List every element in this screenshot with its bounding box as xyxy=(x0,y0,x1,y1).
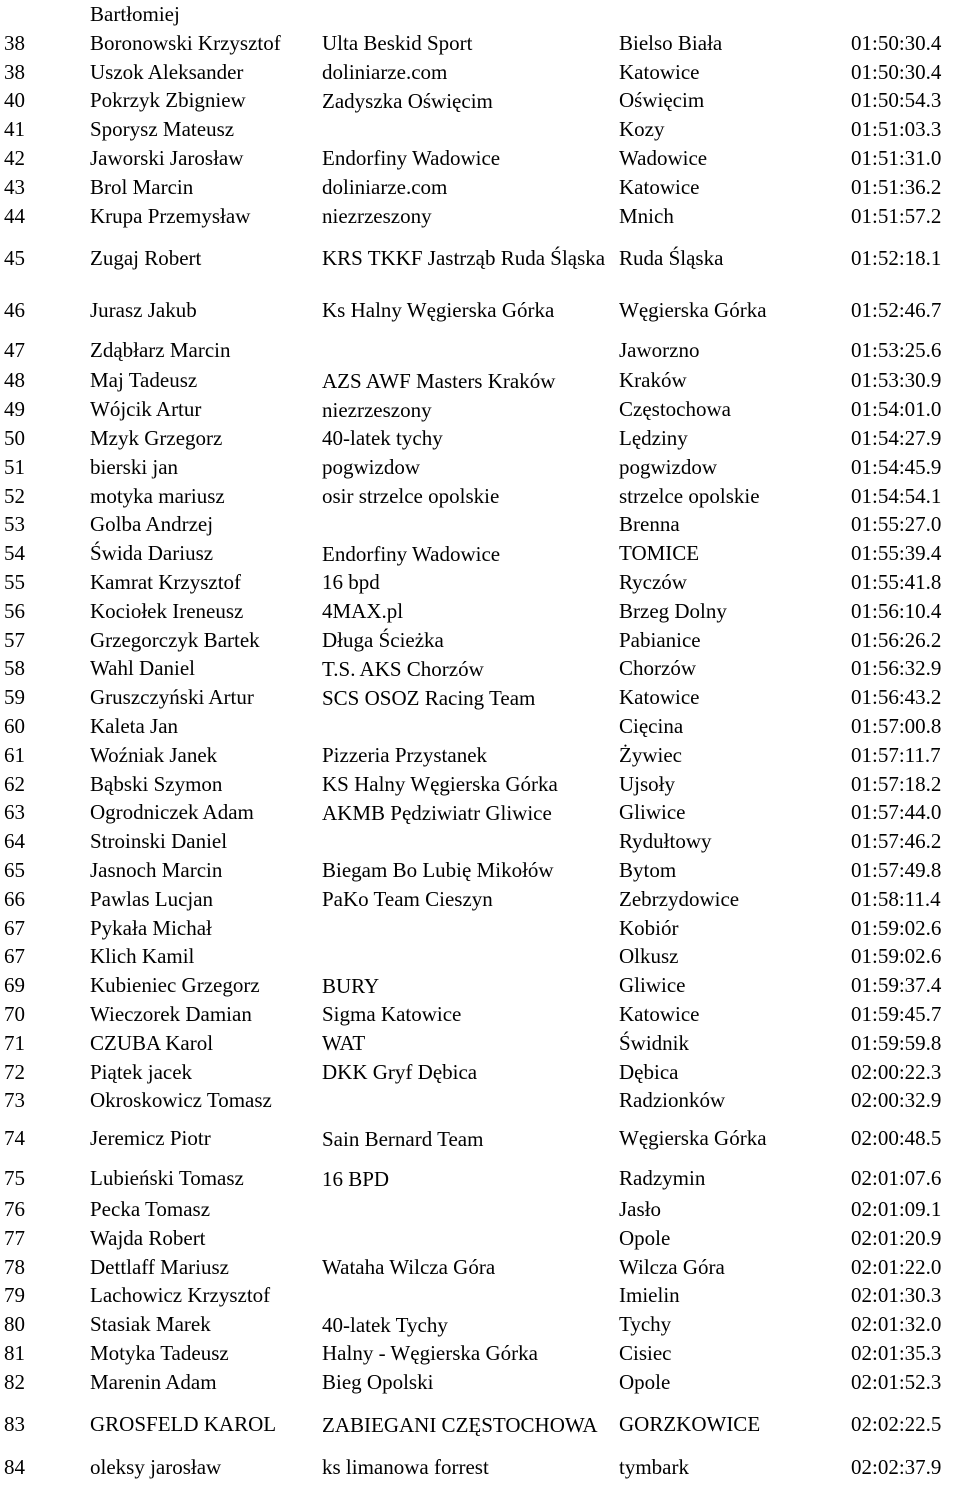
name-cell: Okroskowicz Tomasz xyxy=(90,1088,272,1113)
table-row xyxy=(0,1115,960,1155)
city-cell: Tychy xyxy=(619,1312,672,1337)
name-cell: Zugaj Robert xyxy=(90,245,202,270)
name-cell: Lachowicz Krzysztof xyxy=(90,1283,271,1308)
time-cell: 01:55:27.0 xyxy=(851,512,942,537)
table-row xyxy=(0,568,960,597)
name-cell: Ogrodniczek Adam xyxy=(90,800,254,825)
place-cell: 59 xyxy=(4,685,25,710)
table-row xyxy=(0,770,960,799)
place-cell: 83 xyxy=(4,1412,25,1437)
table-row xyxy=(0,712,960,741)
table-row xyxy=(0,741,960,770)
name-cell: Brol Marcin xyxy=(90,174,194,199)
name-cell: Stasiak Marek xyxy=(90,1312,211,1337)
club-cell xyxy=(322,1281,614,1310)
city-cell: Kobiór xyxy=(619,915,679,940)
city-cell: Żywiec xyxy=(619,742,682,767)
time-cell: 01:59:45.7 xyxy=(851,1001,942,1026)
club-cell: Endorfiny Wadowice xyxy=(322,146,501,171)
club-cell: niezrzeszony xyxy=(322,397,432,422)
time-cell: 01:52:46.7 xyxy=(851,297,942,322)
club-cell: T.S. AKS Chorzów xyxy=(322,656,484,681)
table-row xyxy=(0,453,960,482)
place-cell: 44 xyxy=(4,203,25,228)
place-cell: 43 xyxy=(4,174,25,199)
city-cell: Katowice xyxy=(619,1001,700,1026)
table-row xyxy=(0,202,960,231)
time-cell: 02:01:30.3 xyxy=(851,1283,942,1308)
place-cell: 65 xyxy=(4,857,25,882)
name-cell: Krupa Przemysław xyxy=(90,203,251,228)
time-cell: 01:53:25.6 xyxy=(851,337,942,362)
name-cell: Wieczorek Damian xyxy=(90,1001,252,1026)
club-cell: AKMB Pędziwiatr Gliwice xyxy=(322,800,552,825)
club-cell: doliniarze.com xyxy=(322,59,448,84)
place-cell: 57 xyxy=(4,627,25,652)
place-cell: 75 xyxy=(4,1166,25,1191)
time-cell: 02:00:32.9 xyxy=(851,1088,942,1113)
city-cell: Wadowice xyxy=(619,145,708,170)
time-cell: 01:56:26.2 xyxy=(851,627,942,652)
table-row xyxy=(0,1453,960,1482)
name-cell: Grzegorczyk Bartek xyxy=(90,627,260,652)
club-cell: 16 bpd xyxy=(322,570,380,595)
club-cell: Biegam Bo Lubię Mikołów xyxy=(322,858,554,883)
name-cell: Uszok Aleksander xyxy=(90,59,244,84)
time-cell: 02:01:35.3 xyxy=(851,1341,942,1366)
time-cell: 02:01:07.6 xyxy=(851,1166,942,1191)
club-cell: niezrzeszony xyxy=(322,203,432,228)
time-cell: 01:56:43.2 xyxy=(851,685,942,710)
table-row xyxy=(0,971,960,1000)
place-cell: 79 xyxy=(4,1283,25,1308)
time-cell: 01:56:10.4 xyxy=(851,598,942,623)
city-cell: Chorzów xyxy=(619,656,696,681)
club-cell xyxy=(322,510,614,539)
time-cell: 01:57:00.8 xyxy=(851,713,942,738)
club-cell xyxy=(322,942,614,971)
city-cell: Ujsoły xyxy=(619,771,676,796)
table-row xyxy=(0,942,960,971)
city-cell: Lędziny xyxy=(619,425,688,450)
time-cell: 01:50:30.4 xyxy=(851,30,942,55)
place-cell: 77 xyxy=(4,1225,25,1250)
club-cell xyxy=(322,1195,614,1224)
city-cell: Katowice xyxy=(619,685,700,710)
club-cell xyxy=(322,712,614,741)
city-cell: Opole xyxy=(619,1369,671,1394)
time-cell: 01:52:18.1 xyxy=(851,245,942,270)
city-cell: Katowice xyxy=(619,59,700,84)
place-cell: 71 xyxy=(4,1030,25,1055)
time-cell: 01:54:27.9 xyxy=(851,425,942,450)
table-row xyxy=(0,230,960,286)
city-cell: Oświęcim xyxy=(619,88,705,113)
place-cell: 53 xyxy=(4,512,25,537)
place-cell: 45 xyxy=(4,245,25,270)
place-cell: 63 xyxy=(4,800,25,825)
time-cell: 01:59:37.4 xyxy=(851,973,942,998)
place-cell: 66 xyxy=(4,886,25,911)
table-row xyxy=(0,798,960,827)
place-cell: 72 xyxy=(4,1059,25,1084)
table-row xyxy=(0,1195,960,1224)
name-cell: Bąbski Szymon xyxy=(90,771,223,796)
club-cell xyxy=(322,1086,614,1115)
place-cell: 67 xyxy=(4,944,25,969)
city-cell: Bielso Biała xyxy=(619,30,723,55)
club-cell: osir strzelce opolskie xyxy=(322,483,500,508)
place-cell: 55 xyxy=(4,569,25,594)
time-cell: 01:55:41.8 xyxy=(851,569,942,594)
place-cell: 56 xyxy=(4,598,25,623)
time-cell: 01:51:31.0 xyxy=(851,145,942,170)
time-cell: 02:01:32.0 xyxy=(851,1312,942,1337)
club-cell: PaKo Team Cieszyn xyxy=(322,887,493,912)
table-row xyxy=(0,115,960,144)
club-cell xyxy=(322,115,614,144)
table-row xyxy=(0,86,960,115)
place-cell: 67 xyxy=(4,915,25,940)
name-cell: Piątek jacek xyxy=(90,1059,193,1084)
name-cell: Sporysz Mateusz xyxy=(90,117,235,142)
table-row xyxy=(0,286,960,326)
place-cell: 41 xyxy=(4,117,25,142)
time-cell: 01:54:54.1 xyxy=(851,483,942,508)
city-cell: Katowice xyxy=(619,174,700,199)
club-cell: Ks Halny Węgierska Górka xyxy=(322,298,555,323)
city-cell: Dębica xyxy=(619,1059,679,1084)
place-cell: 38 xyxy=(4,59,25,84)
city-cell: Ruda Śląska xyxy=(619,245,724,270)
time-cell: 01:50:30.4 xyxy=(851,59,942,84)
place-cell: 84 xyxy=(4,1454,25,1479)
city-cell: Mnich xyxy=(619,203,674,228)
city-cell: Opole xyxy=(619,1225,671,1250)
club-cell: SCS OSOZ Racing Team xyxy=(322,685,536,710)
city-cell: pogwizdow xyxy=(619,454,717,479)
city-cell: TOMICE xyxy=(619,541,700,566)
city-cell: Świdnik xyxy=(619,1030,690,1055)
table-row xyxy=(0,510,960,539)
name-cell: Maj Tadeusz xyxy=(90,368,198,393)
name-cell: Jurasz Jakub xyxy=(90,297,197,322)
table-row xyxy=(0,1224,960,1253)
table-row xyxy=(0,856,960,885)
name-cell: Boronowski Krzysztof xyxy=(90,30,281,55)
name-cell: Pykała Michał xyxy=(90,915,212,940)
place-cell: 76 xyxy=(4,1197,25,1222)
place-cell: 70 xyxy=(4,1001,25,1026)
time-cell: 01:54:45.9 xyxy=(851,454,942,479)
table-row xyxy=(0,173,960,202)
name-cell: Stroinski Daniel xyxy=(90,829,228,854)
name-cell: Gruszczyński Artur xyxy=(90,685,254,710)
place-cell: 51 xyxy=(4,454,25,479)
table-row xyxy=(0,482,960,511)
name-cell: Świda Dariusz xyxy=(90,541,214,566)
time-cell: 01:59:02.6 xyxy=(851,944,942,969)
name-cell: Woźniak Janek xyxy=(90,742,218,767)
time-cell: 02:02:22.5 xyxy=(851,1412,942,1437)
city-cell: Gliwice xyxy=(619,973,686,998)
place-cell: 52 xyxy=(4,483,25,508)
club-cell: 40-latek tychy xyxy=(322,426,443,451)
city-cell: Kraków xyxy=(619,368,687,393)
club-cell: ks limanowa forrest xyxy=(322,1455,489,1480)
city-cell: tymbark xyxy=(619,1454,689,1479)
city-cell: Cięcina xyxy=(619,713,684,738)
club-cell: Długa Ścieżka xyxy=(322,627,444,652)
table-row xyxy=(0,539,960,568)
table-row xyxy=(0,597,960,626)
time-cell: 01:53:30.9 xyxy=(851,368,942,393)
name-cell: Kamrat Krzysztof xyxy=(90,569,242,594)
table-row xyxy=(0,654,960,683)
club-cell: Endorfiny Wadowice xyxy=(322,541,501,566)
time-cell: 02:01:20.9 xyxy=(851,1225,942,1250)
place-cell: 54 xyxy=(4,541,25,566)
place-cell: 82 xyxy=(4,1369,25,1394)
city-cell: Gliwice xyxy=(619,800,686,825)
table-row xyxy=(0,683,960,712)
time-cell: 01:57:46.2 xyxy=(851,829,942,854)
city-cell: Cisiec xyxy=(619,1341,672,1366)
name-cell: Pokrzyk Zbigniew xyxy=(90,88,246,113)
time-cell: 01:58:11.4 xyxy=(851,886,941,911)
city-cell: Olkusz xyxy=(619,944,679,969)
name-cell: Dettlaff Mariusz xyxy=(90,1254,229,1279)
table-row xyxy=(0,366,960,395)
club-cell xyxy=(322,827,614,856)
club-cell: ZABIEGANI CZĘSTOCHOWA xyxy=(322,1412,598,1437)
time-cell: 01:50:54.3 xyxy=(851,88,942,113)
place-cell: 47 xyxy=(4,337,25,362)
table-row xyxy=(0,424,960,453)
club-cell: DKK Gryf Dębica xyxy=(322,1059,478,1084)
city-cell: Rydułtowy xyxy=(619,829,712,854)
club-cell: pogwizdow xyxy=(322,455,420,480)
table-row xyxy=(0,914,960,943)
place-cell: 73 xyxy=(4,1088,25,1113)
place-cell: 78 xyxy=(4,1254,25,1279)
city-cell: Jasło xyxy=(619,1197,661,1222)
city-cell: Bytom xyxy=(619,857,677,882)
place-cell: 62 xyxy=(4,771,25,796)
club-cell: Pizzeria Przystanek xyxy=(322,743,488,768)
name-cell: Kociołek Ireneusz xyxy=(90,598,244,623)
table-row xyxy=(0,1029,960,1058)
table-row xyxy=(0,885,960,914)
club-cell: Zadyszka Oświęcim xyxy=(322,88,493,113)
name-cell: GROSFELD KAROL xyxy=(90,1412,277,1437)
club-cell: 40-latek Tychy xyxy=(322,1312,448,1337)
name-cell: Wahl Daniel xyxy=(90,656,196,681)
table-row xyxy=(0,1281,960,1310)
place-cell: 81 xyxy=(4,1341,25,1366)
city-cell: Wilcza Góra xyxy=(619,1254,725,1279)
club-cell: BURY xyxy=(322,973,380,998)
name-cell: Klich Kamil xyxy=(90,944,195,969)
place-cell: 61 xyxy=(4,742,25,767)
name-cell: Zdąbłarz Marcin xyxy=(90,337,231,362)
city-cell: Brzeg Dolny xyxy=(619,598,727,623)
name-cell: CZUBA Karol xyxy=(90,1030,214,1055)
time-cell: 01:57:18.2 xyxy=(851,771,942,796)
name-cell: Marenin Adam xyxy=(90,1369,217,1394)
table-row xyxy=(0,395,960,424)
city-cell: Radzymin xyxy=(619,1166,706,1191)
time-cell: 01:51:36.2 xyxy=(851,174,942,199)
table-row xyxy=(0,1000,960,1029)
city-cell: Pabianice xyxy=(619,627,701,652)
place-cell: 46 xyxy=(4,297,25,322)
table-row-fragment xyxy=(0,0,960,29)
name-cell: Motyka Tadeusz xyxy=(90,1341,229,1366)
place-cell: 49 xyxy=(4,397,25,422)
city-cell: Węgierska Górka xyxy=(619,1126,767,1151)
club-cell: Sain Bernard Team xyxy=(322,1127,484,1152)
table-row xyxy=(0,1086,960,1115)
time-cell: 02:01:22.0 xyxy=(851,1254,942,1279)
time-cell: 01:57:44.0 xyxy=(851,800,942,825)
city-cell: Zebrzydowice xyxy=(619,886,740,911)
time-cell: 01:59:59.8 xyxy=(851,1030,942,1055)
time-cell: 01:54:01.0 xyxy=(851,397,942,422)
name-cell: oleksy jarosław xyxy=(90,1454,222,1479)
table-row xyxy=(0,1253,960,1282)
time-cell: 01:51:57.2 xyxy=(851,203,942,228)
city-cell: Węgierska Górka xyxy=(619,297,767,322)
city-cell: GORZKOWICE xyxy=(619,1412,761,1437)
place-cell: 50 xyxy=(4,425,25,450)
name-fragment: Bartłomiej xyxy=(90,2,180,26)
time-cell: 02:00:22.3 xyxy=(851,1059,942,1084)
table-row xyxy=(0,1397,960,1453)
table-row xyxy=(0,1368,960,1397)
name-cell: Kubieniec Grzegorz xyxy=(90,973,260,998)
club-cell: Halny - Węgierska Górka xyxy=(322,1341,538,1366)
club-cell: doliniarze.com xyxy=(322,175,448,200)
time-cell: 02:01:52.3 xyxy=(851,1369,942,1394)
time-cell: 01:56:32.9 xyxy=(851,656,942,681)
name-cell: motyka mariusz xyxy=(90,483,225,508)
time-cell: 01:51:03.3 xyxy=(851,117,942,142)
city-cell: Imielin xyxy=(619,1283,680,1308)
city-cell: Radzionków xyxy=(619,1088,726,1113)
city-cell: Kozy xyxy=(619,117,665,142)
club-cell: Bieg Opolski xyxy=(322,1370,434,1395)
table-row xyxy=(0,827,960,856)
place-cell: 74 xyxy=(4,1126,25,1151)
name-cell: Mzyk Grzegorz xyxy=(90,425,223,450)
city-cell: Częstochowa xyxy=(619,397,731,422)
name-cell: Wajda Robert xyxy=(90,1225,206,1250)
table-row xyxy=(0,1310,960,1339)
club-cell xyxy=(322,1224,614,1253)
results-rows xyxy=(0,29,960,1482)
club-cell: Wataha Wilcza Góra xyxy=(322,1255,496,1280)
name-cell: Pecka Tomasz xyxy=(90,1197,211,1222)
place-cell: 69 xyxy=(4,973,25,998)
club-cell: 16 BPD xyxy=(322,1167,390,1192)
name-cell: Kaleta Jan xyxy=(90,713,179,738)
place-cell: 60 xyxy=(4,713,25,738)
name-cell: Jasnoch Marcin xyxy=(90,857,223,882)
club-cell: KS Halny Węgierska Górka xyxy=(322,771,558,796)
name-cell: Jeremicz Piotr xyxy=(90,1126,211,1151)
place-cell: 80 xyxy=(4,1312,25,1337)
club-cell: WAT xyxy=(322,1031,366,1056)
name-cell: Jaworski Jarosław xyxy=(90,145,244,170)
name-cell: Golba Andrzej xyxy=(90,512,214,537)
city-cell: Brenna xyxy=(619,512,680,537)
name-cell: Pawlas Lucjan xyxy=(90,886,214,911)
table-row xyxy=(0,626,960,655)
time-cell: 02:01:09.1 xyxy=(851,1197,942,1222)
time-cell: 01:57:49.8 xyxy=(851,857,942,882)
time-cell: 02:02:37.9 xyxy=(851,1454,942,1479)
table-row xyxy=(0,29,960,58)
club-cell: Sigma Katowice xyxy=(322,1002,462,1027)
place-cell: 42 xyxy=(4,145,25,170)
table-row xyxy=(0,326,960,366)
time-cell: 01:57:11.7 xyxy=(851,742,941,767)
club-cell: Ulta Beskid Sport xyxy=(322,31,473,56)
club-cell: KRS TKKF Jastrząb Ruda Śląska xyxy=(322,246,606,271)
time-cell: 01:59:02.6 xyxy=(851,915,942,940)
place-cell: 48 xyxy=(4,368,25,393)
place-cell: 40 xyxy=(4,88,25,113)
table-row xyxy=(0,144,960,173)
place-cell: 64 xyxy=(4,829,25,854)
table-row xyxy=(0,58,960,87)
club-cell xyxy=(322,326,614,366)
name-cell: bierski jan xyxy=(90,454,179,479)
club-cell: 4MAX.pl xyxy=(322,599,404,624)
table-row xyxy=(0,1058,960,1087)
city-cell: strzelce opolskie xyxy=(619,483,760,508)
time-cell: 01:55:39.4 xyxy=(851,541,942,566)
name-cell: Lubieński Tomasz xyxy=(90,1166,244,1191)
place-cell: 38 xyxy=(4,30,25,55)
time-cell: 02:00:48.5 xyxy=(851,1126,942,1151)
table-row xyxy=(0,1339,960,1368)
club-cell xyxy=(322,914,614,943)
city-cell: Jaworzno xyxy=(619,337,700,362)
city-cell: Ryczów xyxy=(619,569,687,594)
club-cell: AZS AWF Masters Kraków xyxy=(322,368,556,393)
table-row xyxy=(0,1155,960,1195)
name-cell: Wójcik Artur xyxy=(90,397,202,422)
place-cell: 58 xyxy=(4,656,25,681)
